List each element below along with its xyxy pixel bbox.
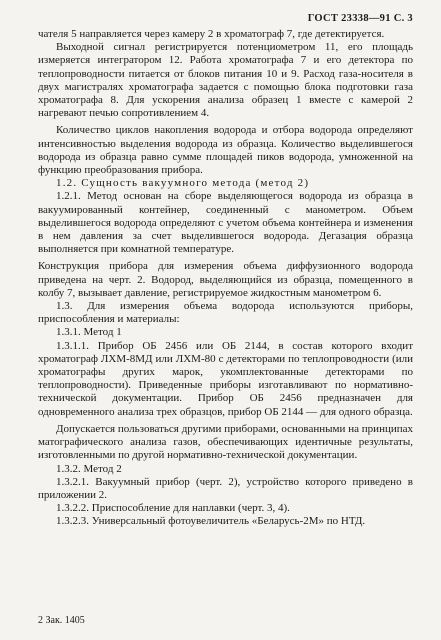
paragraph: чателя 5 направляется через камеру 2 в хроматограф 7, где детектируется. bbox=[38, 28, 385, 40]
page-content bbox=[38, 28, 413, 529]
paragraph: 1.3.1.1. Прибор ОБ 2456 или ОБ 2144, в состав которого входит хроматограф ЛХМ-8МД или ЛХМ-80 с детекторами по теплопроводности (или хроматографы других марок, укомплектованные детекторами по теплопроводности). Приведенные приборы изготавливают по нормативно-технической документации. Прибор ОБ 2456 предназначен для одновременного анализа трех образцов, прибор ОБ 2144 — для одного образца. bbox=[38, 339, 413, 418]
paragraph: 1.3.2.2. Приспособление для наплавки (черт. 3, 4). bbox=[56, 502, 290, 515]
paragraph: 1.3.2.1. Вакуумный прибор (черт. 2), устройство которого приведено в приложении 2. bbox=[38, 475, 413, 501]
page-header: ГОСТ 23338—91 С. 3 bbox=[307, 13, 413, 24]
paragraph: Допускается пользоваться другими приборами, основанными на принципах матографического анализа газов, обеспечивающих идентичные результаты, изготовленными по другой нормативно-технической документации. bbox=[38, 422, 413, 462]
method-heading: 1.3.2. Метод 2 bbox=[56, 462, 122, 475]
paragraph: 1.3. Для измерения объема водорода используются приборы, приспособления и материалы: bbox=[38, 300, 413, 326]
page-footer: 2 Зак. 1405 bbox=[38, 615, 85, 626]
paragraph: Количество циклов накопления водорода и отбора водорода определяют интенсивностью выделения водорода из образца. Количество выделившегося водорода из образца равно сумме площадей пиков водорода, умноженной на функцию преобразования прибора. bbox=[38, 124, 413, 177]
paragraph: Конструкция прибора для измерения объема диффузионного водорода приведена на черт. 2. Водород, выделяющийся из образца, помещенного в колбу 7, вызывает давление, регистрируемое жидкостным манометром 6. bbox=[38, 260, 413, 299]
method-heading: 1.3.1. Метод 1 bbox=[56, 326, 122, 339]
paragraph: 1.3.2.3. Универсальный фотоувеличитель «Беларусь-2М» по НТД. bbox=[56, 515, 366, 528]
paragraph: Выходной сигнал регистрируется потенциометром 11, его площадь измеряется интегратором 12. Работа хроматографа 7 и его детектора по теплопроводности питается от блоков питания 10 и 9. Расход газа-носителя в двух магистралях хроматографа задается с помощью блока подготовки газа хроматографа 8. Для ускорения анализа образец 1 вместе с камерой 2 нагревают печью сопротивлением 4. bbox=[38, 41, 413, 120]
section-heading: 1.2. Сущность вакуумного метода (метод 2) bbox=[56, 177, 310, 190]
paragraph: 1.2.1. Метод основан на сборе выделяющегося водорода из образца в вакуумированный контейнер, соединенный с манометром. Объем выделившегося водорода определяют с учетом объема контейнера и изменения в нем давления за счет выделившегося водорода. Дегазация образца выполняется при комнатной температуре. bbox=[38, 190, 413, 256]
